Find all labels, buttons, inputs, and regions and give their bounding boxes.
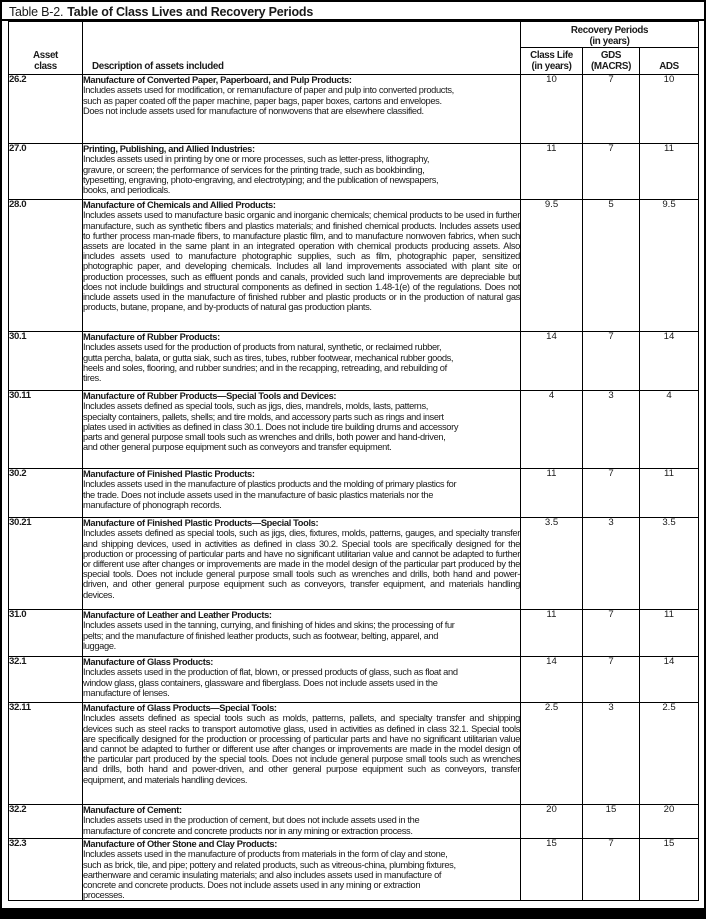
gds-cell: 7 [583, 657, 640, 703]
asset-class-cell: 32.11 [9, 703, 83, 805]
asset-class-cell: 30.1 [9, 332, 83, 391]
description-cell [83, 518, 521, 610]
ads-cell: 14 [640, 657, 699, 703]
row-title: Manufacture of Cement: [83, 805, 182, 816]
description-cell [83, 332, 521, 391]
row-description: Includes assets defined as special tools, such as jigs, dies, fixtures, molds, patterns, gauges, and specialty transfer and shipping devices, used in activities as defined in class 30.2. Special tools are specifically designed for the production or processing of particular parts and have no significant utilitarian value and cannot be adapted to further or different use after changes or improvements are made in the model design of the particular part produced by the special tools. Does not include general purpose small tools such as wrenches and drills, both hand and power-driven, and other general purpose equipment such as conveyors, transfer equipment, and materials handling devices. [83, 528, 520, 600]
row-description: Includes assets used to manufacture basic organic and inorganic chemicals; chemical products to be used in further manufacture, such as synthetic fibers and plastics materials; and finished chemical products. Includes assets used to further process man-made fibers, to manufacture plastic film, and to manufacture nonwoven fabrics, when such assets are located in the same plant in an integrated operation with chemical products producing assets. Also includes assets used to manufacture photographic supplies, such as film, photographic paper, sensitized photographic paper, and developing chemicals. Includes all land improvements associated with plant site or production processes, such as effluent ponds and canals, provided such land improvements are depreciable but does not include buildings and structural components as defined in section 1.48-1(e) of the regulations. Does not include assets used in the manufacture of finished rubber and plastic products or in the production of natural gas products, butane, propane, and by-products of natural gas production plants. [83, 210, 520, 313]
class-life-cell: 9.5 [521, 200, 583, 332]
gds-cell: 7 [583, 144, 640, 200]
gds-cell: 3 [583, 703, 640, 805]
table-row [9, 610, 699, 657]
description-cell [83, 657, 521, 703]
gds-cell: 7 [583, 610, 640, 657]
header-gds: GDS (MACRS) [583, 48, 640, 75]
row-title: Manufacture of Converted Paper, Paperboard, and Pulp Products: [83, 75, 352, 86]
asset-class-cell: 30.2 [9, 469, 83, 518]
table-row [9, 391, 699, 469]
gds-cell: 15 [583, 805, 640, 839]
row-title: Manufacture of Rubber Products: [83, 332, 220, 343]
header-ads: ADS [640, 48, 699, 75]
ads-cell: 15 [640, 839, 699, 901]
ads-cell: 2.5 [640, 703, 699, 805]
row-description: Includes assets used in the tanning, currying, and finishing of hides and skins; the processing of fur pelts; and the manufacture of finished leather products, such as footwear, belting, apparel, and luggage. [83, 620, 455, 651]
table-row [9, 75, 699, 144]
row-description: Includes assets used for modification, or remanufacture of paper and pulp into converted products, such as paper coated off the paper machine, paper bags, paper boxes, cartons and envelopes. Does not include assets used for manufacture of nonwovens that are elsewhere classified. [83, 85, 454, 116]
row-title: Manufacture of Other Stone and Clay Products: [83, 839, 277, 850]
table-title [2, 2, 704, 21]
header-recovery-periods: Recovery Periods (in years) [521, 22, 699, 48]
ads-cell: 4 [640, 391, 699, 469]
row-description: Includes assets defined as special tools, such as jigs, dies, mandrels, molds, lasts, patterns, specialty containers, pallets, shells; and tire molds, and accessory parts such as rings and insert plates used in activities as defined in class 30.1. Does not include tire building drums and accessory parts and general purpose small tools such as wrenches and drills, both power and hand-driven, and other general purpose equipment such as conveyors and transfer equipment. [83, 401, 459, 453]
ads-cell: 9.5 [640, 200, 699, 332]
row-description: Includes assets used for the production of products from natural, synthetic, or reclaimed rubber, gutta percha, balata, or gutta siak, such as tires, tubes, rubber footwear, mechanical rubber goods, heels and soles, flooring, and rubber sundries; and in the recapping, retreading, and rebuilding of tires. [83, 342, 454, 383]
description-cell [83, 839, 521, 901]
class-life-cell: 14 [521, 332, 583, 391]
ads-cell: 3.5 [640, 518, 699, 610]
header-class-life: Class Life (in years) [521, 48, 583, 75]
row-title: Manufacture of Finished Plastic Products: [83, 469, 255, 480]
class-life-cell: 11 [521, 469, 583, 518]
row-title: Manufacture of Rubber Products—Special Tools and Devices: [83, 391, 337, 402]
gds-cell: 7 [583, 75, 640, 144]
table-row [9, 332, 699, 391]
gds-cell: 7 [583, 469, 640, 518]
row-title: Printing, Publishing, and Allied Industries: [83, 144, 255, 155]
page-title: Table of Class Lives and Recovery Periods [67, 5, 314, 19]
ads-cell: 11 [640, 610, 699, 657]
description-cell [83, 391, 521, 469]
class-life-cell: 3.5 [521, 518, 583, 610]
bottom-rule [2, 908, 704, 919]
ads-cell: 20 [640, 805, 699, 839]
class-lives-table [8, 21, 699, 901]
description-cell [83, 703, 521, 805]
table-row [9, 657, 699, 703]
asset-class-cell: 32.2 [9, 805, 83, 839]
row-description: Includes assets used in the manufacture of products from materials in the form of clay and stone, such as brick, tile, and pipe; pottery and related products, such as vitreous-china, plumbing fixtures, earthenware and ceramic insulating materials; and also includes assets used in manufacture of concrete and concrete products. Does not include assets used in any mining or extraction processes. [83, 849, 456, 901]
description-cell [83, 144, 521, 200]
row-title: Manufacture of Glass Products: [83, 657, 214, 668]
gds-cell: 3 [583, 391, 640, 469]
gds-cell: 3 [583, 518, 640, 610]
gds-cell: 5 [583, 200, 640, 332]
asset-class-cell: 26.2 [9, 75, 83, 144]
row-title: Manufacture of Leather and Leather Products: [83, 610, 272, 621]
header-asset-class: Asset class [9, 22, 83, 75]
ads-cell: 10 [640, 75, 699, 144]
table-number: Table B-2. [9, 5, 64, 19]
asset-class-cell: 28.0 [9, 200, 83, 332]
class-life-cell: 11 [521, 610, 583, 657]
description-cell [83, 200, 521, 332]
row-title: Manufacture of Chemicals and Allied Products: [83, 200, 276, 211]
row-description: Includes assets used in the production of flat, blown, or pressed products of glass, such as float and window glass, glass containers, glassware and fiberglass. Does not include assets used in the manufacture of lenses. [83, 667, 458, 698]
ads-cell: 14 [640, 332, 699, 391]
class-life-cell: 4 [521, 391, 583, 469]
description-cell [83, 469, 521, 518]
class-life-cell: 15 [521, 839, 583, 901]
table-row [9, 805, 699, 839]
ads-cell: 11 [640, 144, 699, 200]
table-row [9, 839, 699, 901]
class-life-cell: 14 [521, 657, 583, 703]
ads-cell: 11 [640, 469, 699, 518]
row-description: Includes assets used in the production of cement, but does not include assets used in the manufacture of concrete and concrete products nor in any mining or extraction process. [83, 815, 420, 836]
gds-cell: 7 [583, 839, 640, 901]
asset-class-cell: 32.1 [9, 657, 83, 703]
asset-class-cell: 30.21 [9, 518, 83, 610]
table-row [9, 703, 699, 805]
description-cell [83, 75, 521, 144]
table-row [9, 518, 699, 610]
description-cell [83, 610, 521, 657]
table-row [9, 469, 699, 518]
table-row [9, 200, 699, 332]
class-life-cell: 20 [521, 805, 583, 839]
header-description: Description of assets included [83, 22, 521, 75]
table-header [9, 22, 699, 75]
class-life-cell: 11 [521, 144, 583, 200]
description-cell [83, 805, 521, 839]
class-life-cell: 10 [521, 75, 583, 144]
row-title: Manufacture of Finished Plastic Products—Special Tools: [83, 518, 319, 529]
row-description: Includes assets used in the manufacture of plastics products and the molding of primary plastics for the trade. Does not include assets used in the manufacture of basic plastics materials nor the manufacture of phonograph records. [83, 479, 457, 510]
asset-class-cell: 27.0 [9, 144, 83, 200]
asset-class-cell: 32.3 [9, 839, 83, 901]
asset-class-cell: 31.0 [9, 610, 83, 657]
asset-class-cell: 30.11 [9, 391, 83, 469]
row-description: Includes assets defined as special tools such as molds, patterns, pallets, and specialty transfer and shipping devices such as steel racks to transport automotive glass, used in activities as defined in class 32.1. Special tools are specifically designed for the production or processing of particular parts and have no significant utilitarian value and cannot be adapted to further or different use after changes or improvements are made in the model design of the particular part produced by the special tools. Does not include general purpose small tools such as wrenches and drills, both hand and power-driven, and other general purpose equipment such as conveyors, transfer equipment, and materials handling devices. [83, 713, 520, 785]
row-description: Includes assets used in printing by one or more processes, such as letter-press, lithography, gravure, or screen; the performance of services for the printing trade, such as bookbinding, typesetting, engraving, photo-engraving, and electrotyping; and the publication of newspapers, books, and periodicals. [83, 154, 439, 195]
gds-cell: 7 [583, 332, 640, 391]
table-row [9, 144, 699, 200]
row-title: Manufacture of Glass Products—Special Tools: [83, 703, 277, 714]
class-life-cell: 2.5 [521, 703, 583, 805]
